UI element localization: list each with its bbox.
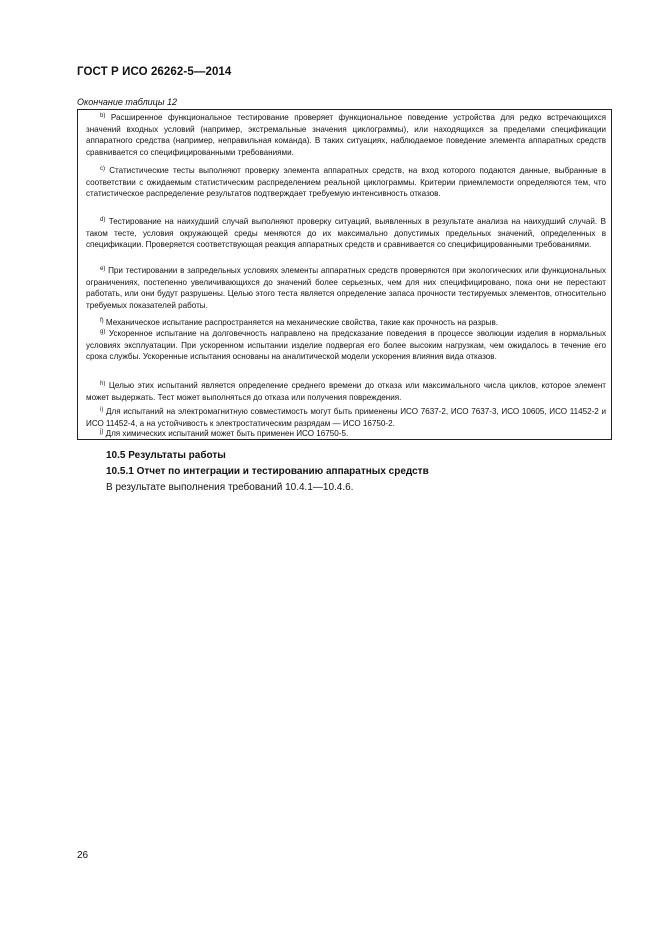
section-body-text: В результате выполнения требований 10.4.1—10.4.6. [106, 482, 354, 493]
note-mark: d) [100, 217, 106, 223]
subsection-heading [106, 466, 429, 477]
note-mark: f) [100, 318, 104, 324]
note-text: Целью этих испытаний является определение среднего времени до отказа или максимального числа циклов, которое элемент может выдержать. Тест может выполняться до отказа или получения повреждения. [86, 381, 606, 402]
note-mark: j) [100, 429, 104, 435]
subsection-title: Отчет по интеграции и тестированию аппаратных средств [136, 466, 429, 477]
note-mark: c) [100, 166, 105, 172]
note-mark: i) [100, 407, 104, 413]
note-g [86, 328, 606, 363]
section-title: Результаты работы [128, 450, 226, 461]
note-mark: b) [100, 113, 106, 119]
note-text: Ускоренное испытание на долговечность направлено на предсказание поведения в процессе эволюции изделия в нормальных условиях эксплуатации. При ускоренном испытании изделие подвергая его более высоким нагрузкам, чем ожидалось в течение его срока службы. Ускоренные испытания основаны на аналитической модели ускорения влияния вида отказов. [86, 329, 607, 362]
note-h [86, 380, 606, 403]
table-notes-box [77, 109, 612, 440]
note-mark: h) [100, 381, 106, 387]
section-number: 10.5 [106, 450, 126, 461]
subsection-number: 10.5.1 [106, 466, 134, 477]
note-f [86, 317, 606, 329]
note-mark: e) [100, 266, 106, 272]
note-text: При тестировании в запредельных условиях элементы аппаратных средств проверяются при экологических или функциональных ограничениях, постепенно увеличивающихся до значений более серьезных, чем для них специфицировано, пока они не перестают работать, или они будут разрушены. Целью этого теста является определение запаса прочности тестируемых элементов, относительно требуемых показателей работы. [86, 266, 607, 310]
note-mark: g) [100, 329, 106, 335]
note-text: Для химических испытаний может быть применен ИСО 16750-5. [105, 429, 349, 438]
note-text: Тестирование на наихудший случай выполняют проверку ситуаций, выявленных в результате анализа на наихудший случай. В таком тесте, условия окружающей среды меняются до их максимально допустимых предельных значений, определенных в спецификации. Проверяется соответствующая реакция аппаратных средств и сравнивается со специфицированными требованиями. [86, 217, 607, 250]
note-j [86, 428, 606, 440]
note-text: Для испытаний на электромагнитную совместимость могут быть применены ИСО 7637-2, ИСО 7637-3, ИСО 10605, ИСО 11452-2 и ИСО 11452-4, а на устойчивость к электростатическим разрядам — ИСО 16750-2. [86, 407, 606, 428]
note-c [86, 165, 606, 200]
table-caption: Окончание таблицы 12 [77, 97, 177, 107]
section-heading [106, 450, 226, 461]
note-text: Статистические тесты выполняют проверку элемента аппаратных средств, на вход которого подаются данные, выбранные в соответствии с ожидаемым статистическим распределением реальной циклограммы. Критерии приемлемости определяются тем, что статистическое распределение результатов подтверждает требуемую интенсивность отказов. [86, 166, 606, 199]
note-d [86, 216, 606, 251]
note-text: Расширенное функциональное тестирование проверяет функциональное поведение устройства для редко встречающихся значений входных условий (например, экстремальные значения циклограммы), или находящихся за пределами спецификации аппаратного средства (например, неправильная команда). В таких ситуациях, наблюдаемое поведение элемента аппаратных средств сравнивается со специфицированными требованиями. [86, 113, 607, 157]
note-i [86, 406, 606, 429]
document-header: ГОСТ Р ИСО 26262-5—2014 [77, 66, 232, 78]
note-e [86, 265, 606, 311]
page-number: 26 [77, 850, 89, 861]
note-text: Механическое испытание распространяется на механические свойства, такие как прочность на разрыв. [105, 318, 499, 327]
note-b [86, 112, 606, 158]
